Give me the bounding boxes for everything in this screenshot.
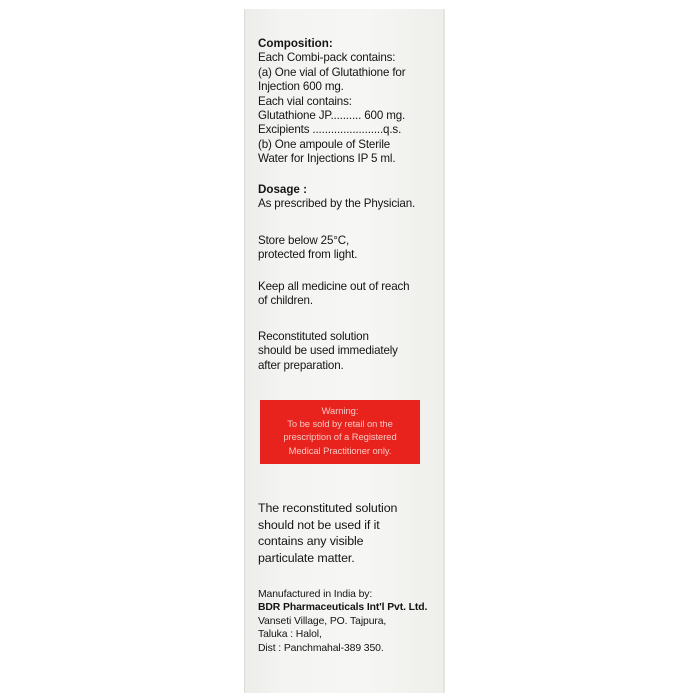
child-safety-note xyxy=(258,280,438,309)
manufacturer-company: BDR Pharmaceuticals Int'l Pvt. Ltd. xyxy=(258,602,428,614)
particulate-line: should not be used if it xyxy=(258,517,380,532)
composition-line: (a) One vial of Glutathione for xyxy=(258,65,406,79)
manufacturer-address-line: Taluka : Halol, xyxy=(258,629,322,641)
particulate-line: The reconstituted solution xyxy=(258,501,398,515)
dosage-heading: Dosage : xyxy=(258,183,307,196)
reconstitution-note xyxy=(258,330,438,373)
composition-section xyxy=(258,37,438,167)
composition-line: Excipients .......................q.s. xyxy=(258,123,402,137)
composition-line: Injection 600 mg. xyxy=(258,80,344,94)
manufacturer-info xyxy=(258,588,438,655)
storage-line: Store below 25°C, xyxy=(258,234,350,247)
warning-line: prescription of a Registered xyxy=(283,431,397,443)
child-safety-line: of children. xyxy=(258,294,313,308)
manufacturer-address-line: Dist : Panchmahal-389 350. xyxy=(258,642,384,654)
storage-instructions xyxy=(258,234,438,263)
manufacturer-intro: Manufactured in India by: xyxy=(258,589,373,600)
composition-line: Each Combi-pack contains: xyxy=(258,51,396,65)
particulate-warning xyxy=(258,500,438,566)
composition-line: Each vial contains: xyxy=(258,94,352,108)
reconstitution-line: after preparation. xyxy=(258,358,344,372)
manufacturer-address-line: Vanseti Village, PO. Tajpura, xyxy=(258,615,387,627)
warning-box xyxy=(260,400,420,464)
warning-line: Medical Practitioner only. xyxy=(288,444,392,456)
reconstitution-line: should be used immediately xyxy=(258,344,398,358)
composition-heading: Composition: xyxy=(258,37,333,50)
storage-line: protected from light. xyxy=(258,248,358,262)
reconstitution-line: Reconstituted solution xyxy=(258,330,369,343)
composition-line: Water for Injections IP 5 ml. xyxy=(258,152,396,166)
warning-title: Warning: xyxy=(321,405,359,416)
carton-edge xyxy=(443,9,445,693)
warning-line: To be sold by retail on the xyxy=(287,418,393,430)
dosage-text: As prescribed by the Physician. xyxy=(258,197,416,211)
composition-line: Glutathione JP.......... 600 mg. xyxy=(258,109,406,123)
composition-line: (b) One ampoule of Sterile xyxy=(258,137,391,151)
dosage-section xyxy=(258,183,438,212)
particulate-line: contains any visible xyxy=(258,534,364,549)
child-safety-line: Keep all medicine out of reach xyxy=(258,280,410,293)
particulate-line: particulate matter. xyxy=(258,550,355,565)
